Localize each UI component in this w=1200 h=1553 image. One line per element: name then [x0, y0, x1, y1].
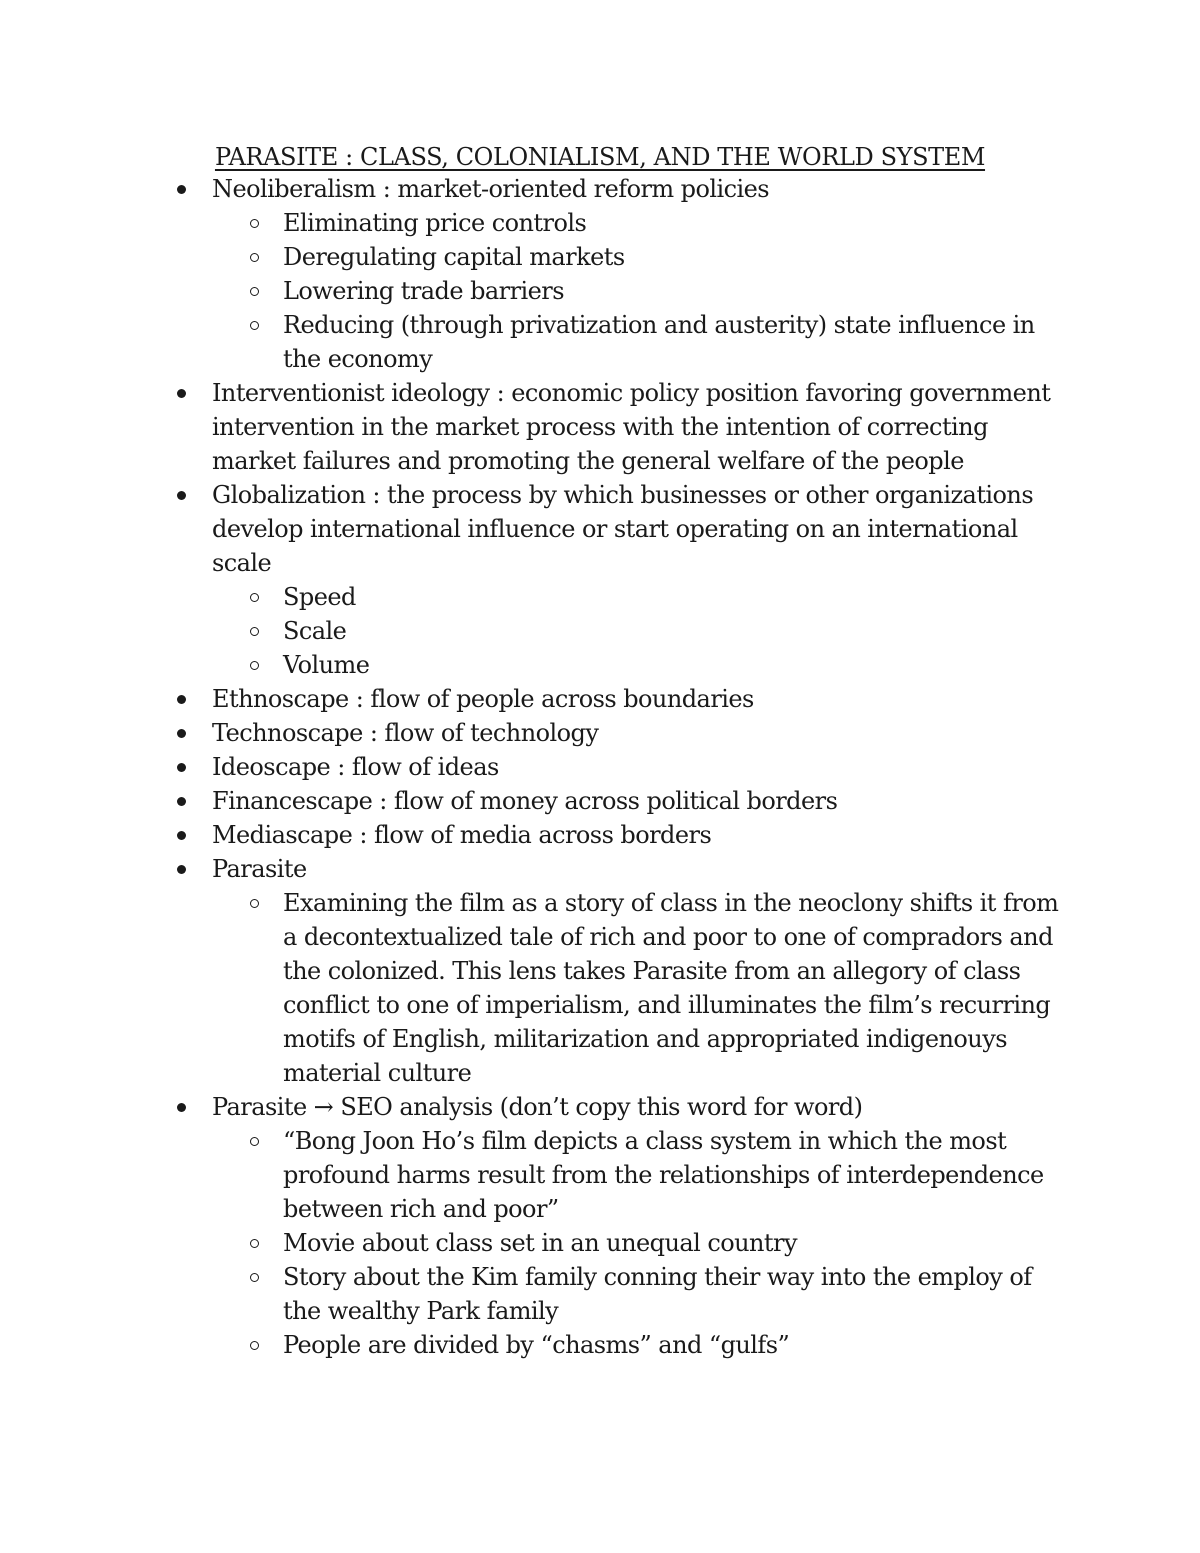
sub-list-item	[283, 1226, 1072, 1260]
bullet-icon	[177, 763, 186, 772]
list-item-text: Technoscape : flow of technology	[212, 719, 599, 747]
list-item-text: Financescape : flow of money across political borders	[212, 787, 838, 815]
list-item	[212, 172, 1072, 376]
list-item	[212, 376, 1072, 478]
sub-list-item-text: Deregulating capital markets	[283, 243, 625, 271]
sub-list-item	[283, 308, 1072, 376]
sub-list	[212, 580, 1072, 682]
list-item	[212, 1090, 1072, 1362]
bullet-icon	[177, 1103, 186, 1112]
hollow-bullet-icon	[250, 287, 259, 296]
bullet-icon	[177, 695, 186, 704]
list-item-text: Parasite	[212, 855, 307, 883]
hollow-bullet-icon	[250, 661, 259, 670]
sub-list-item	[283, 1260, 1072, 1328]
sub-list	[212, 886, 1072, 1090]
sub-list-item-text: Lowering trade barriers	[283, 277, 564, 305]
list-item	[212, 716, 1072, 750]
sub-list	[212, 206, 1072, 376]
list-item-text: Globalization : the process by which businesses or other organizations develop international influence or start operating on an international scale	[212, 481, 1034, 577]
hollow-bullet-icon	[250, 1137, 259, 1146]
list-item	[212, 852, 1072, 1090]
sub-list-item-text: Volume	[283, 651, 370, 679]
sub-list-item-text: Movie about class set in an unequal country	[283, 1229, 797, 1257]
sub-list-item	[283, 580, 1072, 614]
hollow-bullet-icon	[250, 1273, 259, 1282]
hollow-bullet-icon	[250, 627, 259, 636]
sub-list-item	[283, 274, 1072, 308]
sub-list-item	[283, 886, 1072, 1090]
list-item	[212, 784, 1072, 818]
hollow-bullet-icon	[250, 593, 259, 602]
sub-list-item-text: Story about the Kim family conning their way into the employ of the wealthy Park family	[283, 1263, 1032, 1325]
bullet-icon	[177, 185, 186, 194]
hollow-bullet-icon	[250, 253, 259, 262]
list-item-text: Mediascape : flow of media across borders	[212, 821, 712, 849]
list-item-text: Neoliberalism : market-oriented reform policies	[212, 175, 770, 203]
list-item-text: Parasite → SEO analysis (don’t copy this word for word)	[212, 1093, 863, 1121]
sub-list-item-text: People are divided by “chasms” and “gulfs”	[283, 1331, 790, 1359]
sub-list-item-text: Speed	[283, 583, 356, 611]
list-item	[212, 818, 1072, 852]
sub-list	[212, 1124, 1072, 1362]
bullet-icon	[177, 865, 186, 874]
page-title: PARASITE : CLASS, COLONIALISM, AND THE WORLD SYSTEM	[214, 143, 986, 171]
hollow-bullet-icon	[250, 321, 259, 330]
hollow-bullet-icon	[250, 899, 259, 908]
sub-list-item	[283, 614, 1072, 648]
sub-list-item-text: Scale	[283, 617, 347, 645]
hollow-bullet-icon	[250, 1341, 259, 1350]
sub-list-item	[283, 1328, 1072, 1362]
sub-list-item	[283, 240, 1072, 274]
sub-list-item-text: Examining the film as a story of class in the neoclony shifts it from a decontextualized tale of rich and poor to one of compradors and the colonized. This lens takes Parasite from an allegory of class conflict to one of imperialism, and illuminates the film’s recurring motifs of English, militarization and appropriated indigenouys material culture	[283, 889, 1059, 1087]
hollow-bullet-icon	[250, 1239, 259, 1248]
bullet-icon	[177, 491, 186, 500]
list-item	[212, 750, 1072, 784]
bullet-icon	[177, 389, 186, 398]
bullet-icon	[177, 729, 186, 738]
list-item-text: Interventionist ideology : economic policy position favoring government intervention in the market process with the intention of correcting market failures and promoting the general welfare of the people	[212, 379, 1051, 475]
sub-list-item-text: Reducing (through privatization and austerity) state influence in the economy	[283, 311, 1035, 373]
sub-list-item-text: Eliminating price controls	[283, 209, 587, 237]
outline-list	[212, 172, 1072, 1362]
list-item-text: Ethnoscape : flow of people across boundaries	[212, 685, 754, 713]
sub-list-item	[283, 648, 1072, 682]
list-item-text: Ideoscape : flow of ideas	[212, 753, 499, 781]
sub-list-item-text: “Bong Joon Ho’s film depicts a class system in which the most profound harms result from the relationships of interdependence between rich and poor”	[283, 1127, 1044, 1223]
hollow-bullet-icon	[250, 219, 259, 228]
bullet-icon	[177, 797, 186, 806]
sub-list-item	[283, 206, 1072, 240]
list-item	[212, 478, 1072, 682]
sub-list-item	[283, 1124, 1072, 1226]
list-item	[212, 682, 1072, 716]
bullet-icon	[177, 831, 186, 840]
